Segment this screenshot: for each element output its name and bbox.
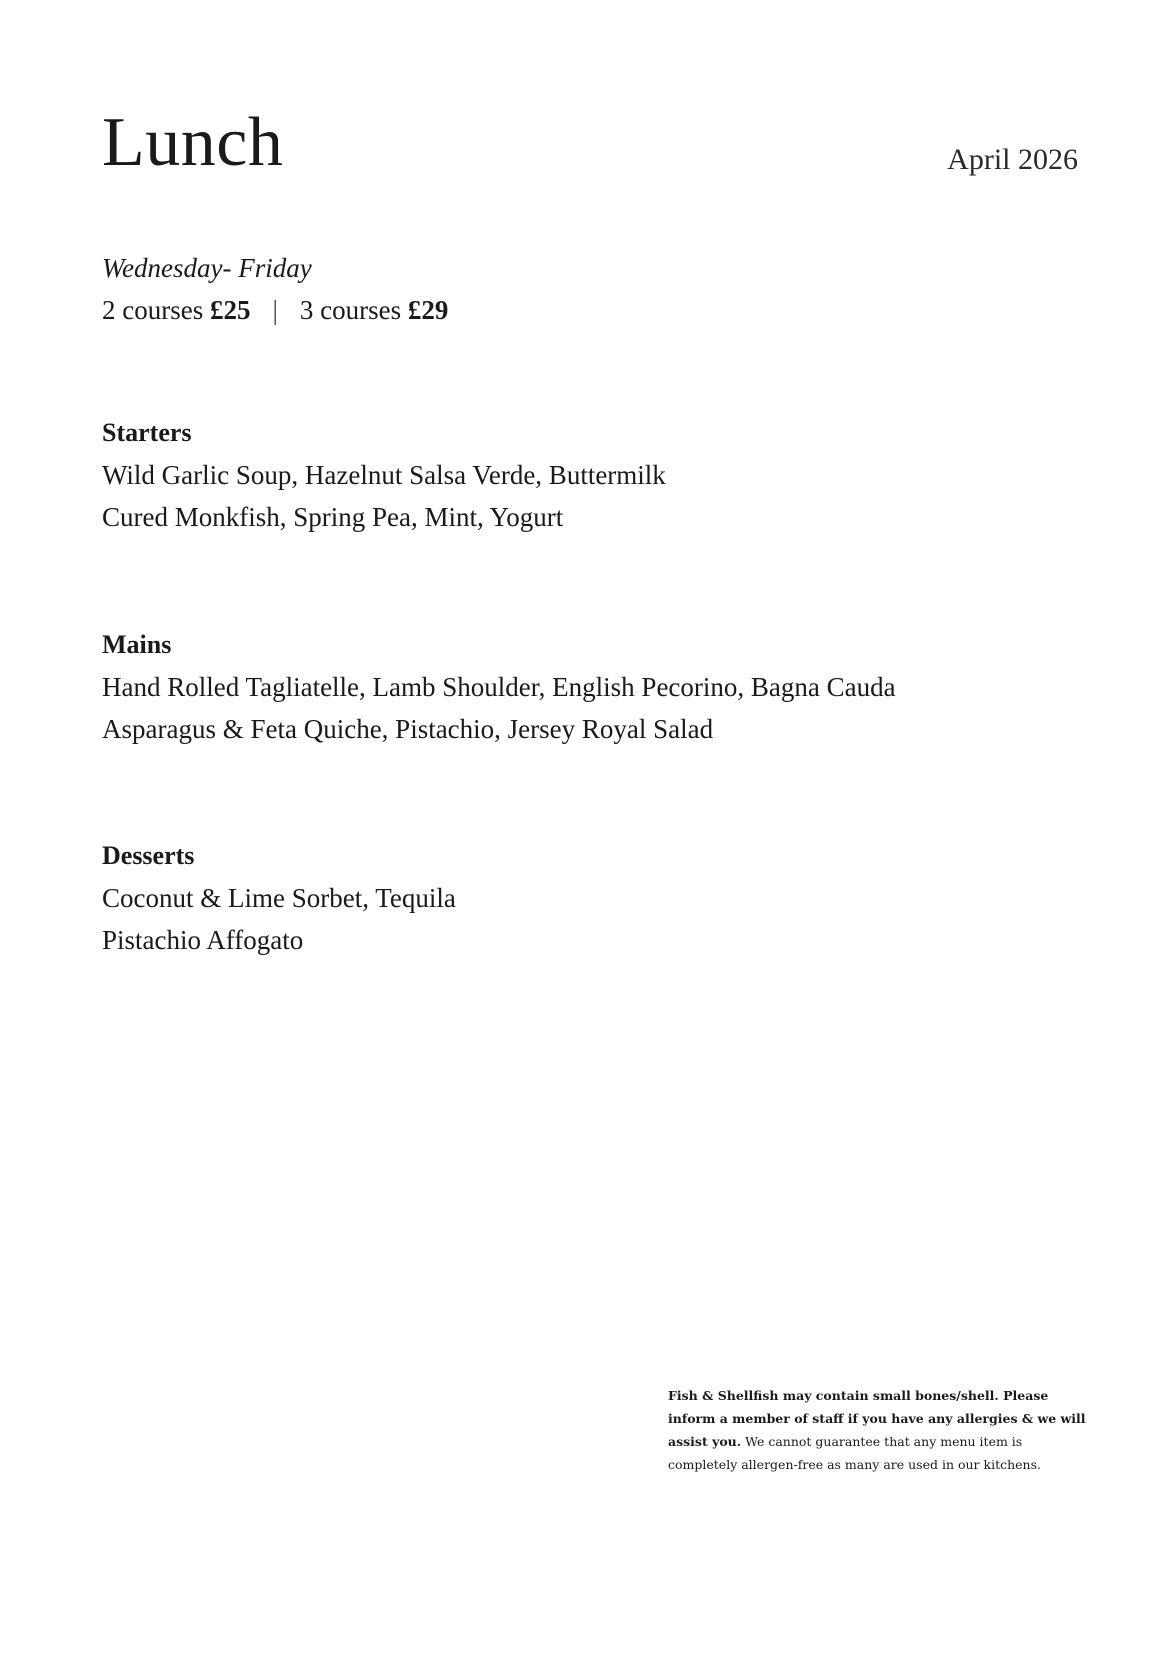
desserts-section [102, 835, 456, 961]
three-course-price: £29 [407, 295, 449, 325]
allergen-notice-bold: Fish & Shellfish may contain small bones/shell. Please inform a member of staff if you have any allergies & we will assist you. [668, 1388, 1086, 1449]
menu-item: Coconut & Lime Sorbet, Tequila [102, 883, 456, 913]
starters-section [102, 412, 666, 538]
pricing-line [102, 289, 448, 331]
price-separator: | [272, 295, 278, 325]
mains-list [102, 666, 896, 750]
page-title: Lunch [102, 104, 284, 181]
allergen-notice-regular: We cannot guarantee that any menu item is completely allergen-free as many are used in our kitchens. [668, 1434, 1041, 1472]
three-course-label: 3 courses [299, 295, 402, 325]
two-course-label: 2 courses [102, 295, 204, 325]
service-days: Wednesday- Friday [102, 253, 312, 283]
menu-item: Asparagus & Feta Quiche, Pistachio, Jersey Royal Salad [102, 714, 714, 744]
starters-list [102, 454, 666, 538]
desserts-heading: Desserts [102, 841, 195, 870]
menu-item: Pistachio Affogato [102, 925, 304, 955]
mains-section [102, 624, 896, 750]
menu-item: Cured Monkfish, Spring Pea, Mint, Yogurt [102, 502, 564, 532]
two-course-price: £25 [209, 295, 251, 325]
intro-block [102, 247, 448, 331]
menu-date: April 2026 [947, 143, 1078, 176]
mains-heading: Mains [102, 630, 172, 659]
allergen-notice [668, 1384, 1088, 1476]
starters-heading: Starters [102, 418, 192, 447]
desserts-list [102, 877, 456, 961]
menu-item: Hand Rolled Tagliatelle, Lamb Shoulder, English Pecorino, Bagna Cauda [102, 672, 896, 702]
menu-item: Wild Garlic Soup, Hazelnut Salsa Verde, Buttermilk [102, 460, 666, 490]
